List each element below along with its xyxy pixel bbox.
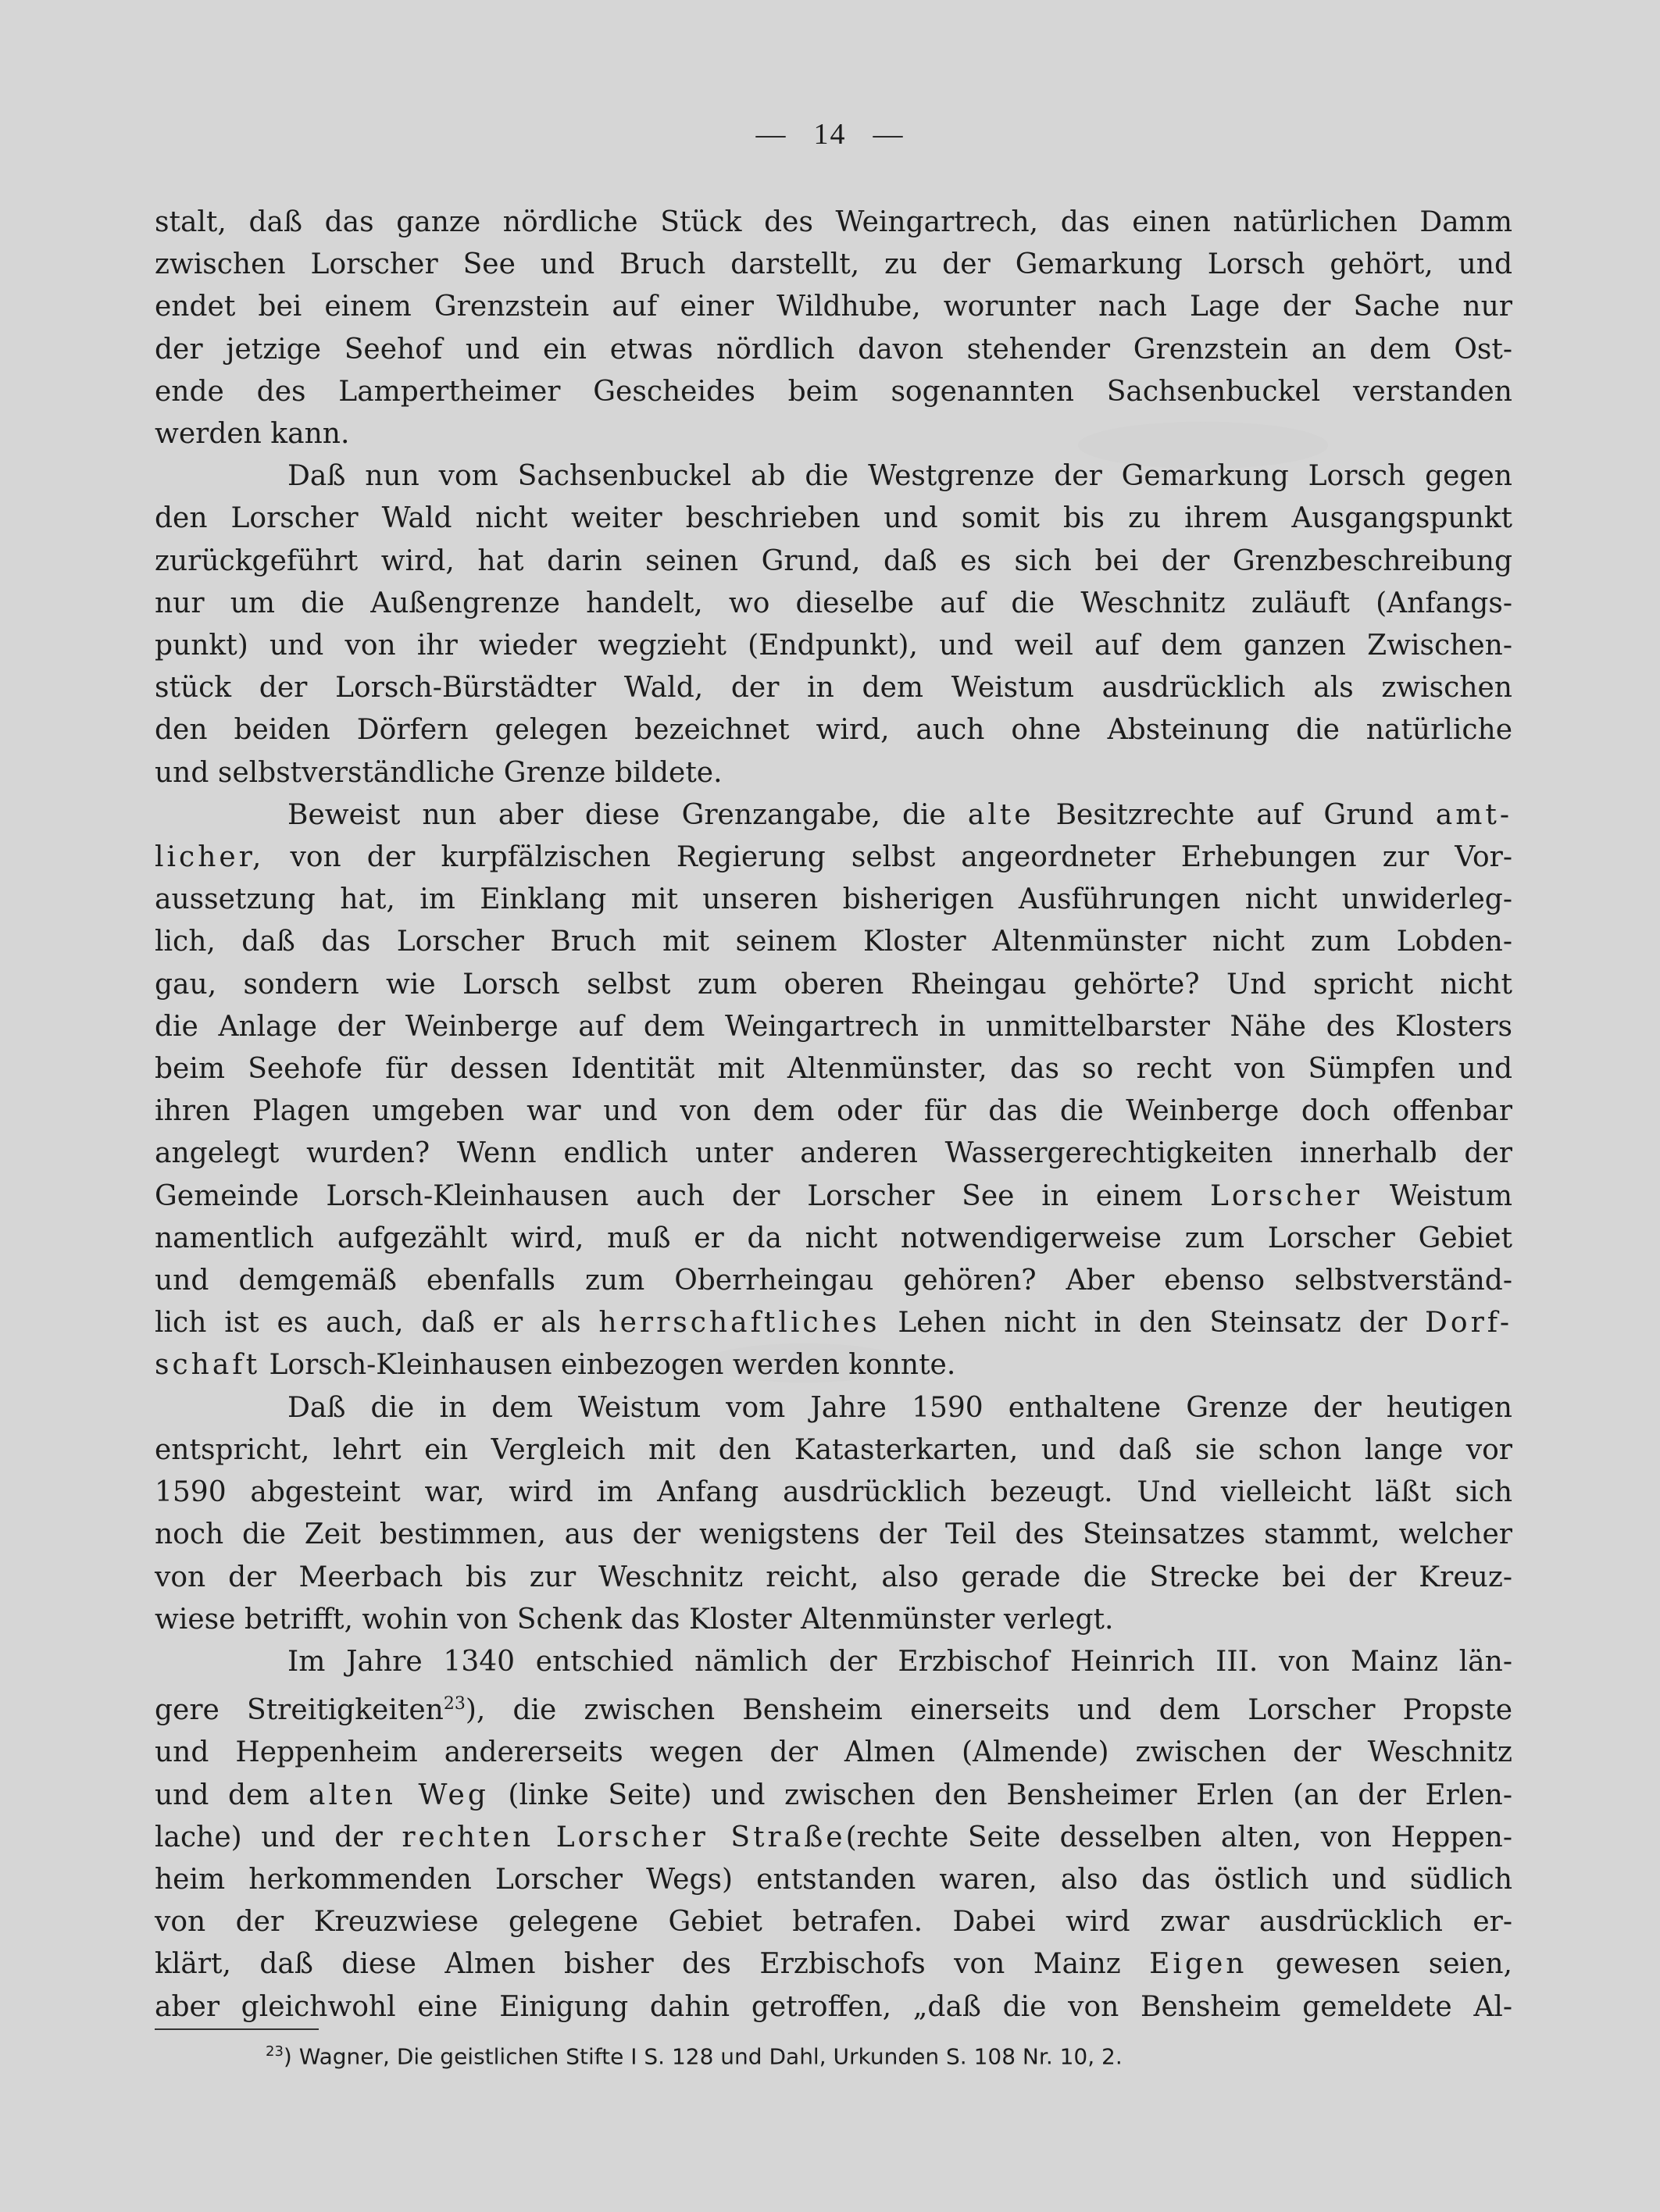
spaced-emphasis: Dorf- bbox=[1425, 1307, 1512, 1340]
text-line bbox=[155, 1943, 1512, 1985]
text-line: beim Seehofe für dessen Identität mit Altenmünster, das so recht von Sümpfen und bbox=[155, 1053, 1512, 1086]
text-line: und demgemäß ebenfalls zum Oberrheingau gehören? Aber ebenso selbstverständ- bbox=[155, 1265, 1512, 1297]
paragraph-3 bbox=[155, 794, 1512, 1387]
spaced-emphasis: schaft bbox=[155, 1349, 261, 1382]
text-run: klärt, daß diese Almen bisher des Erzbischofs von Mainz bbox=[155, 1948, 1150, 1981]
text-line: stück der Lorsch-Bürstädter Wald, der in dem Weistum ausdrücklich als zwischen bbox=[155, 672, 1512, 705]
text-line: den Lorscher Wald nicht weiter beschrieben und somit bis zu ihrem Ausgangspunkt bbox=[155, 502, 1512, 535]
spaced-emphasis: alte bbox=[967, 798, 1034, 831]
text-run: und dem bbox=[155, 1779, 309, 1811]
text-line bbox=[155, 1817, 1512, 1859]
text-line: ihren Plagen umgeben war und von dem oder für das die Weinberge doch offenbar bbox=[155, 1095, 1512, 1128]
text-line bbox=[155, 1302, 1512, 1344]
text-run: lache) und der bbox=[155, 1821, 402, 1853]
text-line: endet bei einem Grenzstein auf einer Wildhube, worunter nach Lage der Sache nur bbox=[155, 291, 1512, 323]
spaced-emphasis: herrschaftliches bbox=[598, 1307, 880, 1340]
body-text bbox=[155, 202, 1512, 2028]
spaced-emphasis: licher, bbox=[155, 841, 265, 874]
text-line: noch die Zeit bestimmen, aus der wenigstens der Teil des Steinsatzes stammt, welcher bbox=[155, 1518, 1512, 1551]
text-line: zurückgeführt wird, hat darin seinen Grund, daß es sich bei der Grenzbeschreibung bbox=[155, 544, 1512, 577]
text-line bbox=[155, 1683, 1512, 1732]
footnote bbox=[266, 2036, 1123, 2072]
text-line: und selbstverständliche Grenze bildete. bbox=[155, 756, 723, 789]
text-line: lich, daß das Lorscher Bruch mit seinem Kloster Altenmünster nicht zum Lobden- bbox=[155, 926, 1512, 958]
page-number-dash-right: — bbox=[873, 118, 905, 151]
spaced-emphasis: alten Weg bbox=[308, 1779, 489, 1811]
footnote-marker: 23 bbox=[266, 2043, 284, 2060]
text-line bbox=[155, 1344, 1512, 1386]
spaced-emphasis: rechten Lorscher Straße bbox=[402, 1821, 846, 1853]
text-line: angelegt wurden? Wenn endlich unter anderen Wassergerechtigkeiten innerhalb der bbox=[155, 1137, 1512, 1170]
page-number-dash-left: — bbox=[755, 118, 787, 151]
text-line: 1590 abgesteint war, wird im Anfang ausdrücklich bezeugt. Und vielleicht läßt sich bbox=[155, 1476, 1512, 1509]
text-line: stalt, daß das ganze nördliche Stück des Weingartrech, das einen natürlichen Damm bbox=[155, 206, 1512, 238]
text-line: entspricht, lehrt ein Vergleich mit den Katasterkarten, und daß sie schon lange vor bbox=[155, 1433, 1512, 1466]
text-run: Lehen nicht in den Steinsatz der bbox=[880, 1307, 1426, 1340]
text-line bbox=[155, 1176, 1512, 1218]
text-run: gewesen seien, bbox=[1247, 1948, 1512, 1981]
footnote-text: ) Wagner, Die geistlichen Stifte I S. 128 und Dahl, Urkunden S. 108 Nr. 10, 2. bbox=[283, 2043, 1123, 2070]
text-run: Weistum bbox=[1362, 1179, 1512, 1212]
text-line: ende des Lampertheimer Gescheides beim sogenannten Sachsenbuckel verstanden bbox=[155, 375, 1512, 408]
text-line: Daß die in dem Weistum vom Jahre 1590 enthaltene Grenze der heutigen bbox=[287, 1391, 1512, 1424]
text-run: Gemeinde Lorsch-Kleinhausen auch der Lorscher See in einem bbox=[155, 1179, 1210, 1212]
text-run: (rechte Seite desselben alten, von Heppen- bbox=[845, 1821, 1512, 1853]
text-run: ), die zwischen Bensheim einerseits und dem Lorscher Propste bbox=[465, 1694, 1513, 1727]
text-line bbox=[155, 1775, 1512, 1817]
text-line: namentlich aufgezählt wird, muß er da nicht notwendigerweise zum Lorscher Gebiet bbox=[155, 1222, 1512, 1254]
text-line: von der Meerbach bis zur Weschnitz reicht, also gerade die Strecke bei der Kreuz- bbox=[155, 1561, 1512, 1593]
text-line bbox=[155, 794, 1512, 837]
text-line bbox=[155, 837, 1512, 879]
text-run: Besitzrechte auf Grund bbox=[1033, 798, 1436, 831]
page-number-value: 14 bbox=[813, 118, 847, 151]
footnote-reference[interactable]: 23 bbox=[443, 1694, 466, 1714]
text-run: (linke Seite) und zwischen den Bensheimer Erlen (an der Erlen- bbox=[488, 1779, 1512, 1811]
text-line: Im Jahre 1340 entschied nämlich der Erzbischof Heinrich III. von Mainz län- bbox=[287, 1645, 1512, 1678]
text-line: Daß nun vom Sachsenbuckel ab die Westgrenze der Gemarkung Lorsch gegen bbox=[287, 460, 1512, 493]
text-line: aussetzung hat, im Einklang mit unseren bisherigen Ausführungen nicht unwiderleg- bbox=[155, 883, 1512, 916]
text-line: zwischen Lorscher See und Bruch darstellt, zu der Gemarkung Lorsch gehört, und bbox=[155, 248, 1512, 281]
text-run: Beweist nun aber diese Grenzangabe, die bbox=[287, 798, 968, 831]
text-line: die Anlage der Weinberge auf dem Weingartrech in unmittelbarster Nähe des Klosters bbox=[155, 1010, 1512, 1043]
spaced-emphasis: Lorscher bbox=[1209, 1179, 1363, 1212]
footnote-divider bbox=[155, 2028, 319, 2030]
text-run: Lorsch-Kleinhausen einbezogen werden konnte. bbox=[260, 1349, 956, 1382]
paragraph-1 bbox=[155, 202, 1512, 455]
text-line: werden kann. bbox=[155, 418, 350, 451]
text-line: von der Kreuzwiese gelegene Gebiet betrafen. Dabei wird zwar ausdrücklich er- bbox=[155, 1906, 1512, 1939]
text-line: gau, sondern wie Lorsch selbst zum oberen Rheingau gehörte? Und spricht nicht bbox=[155, 968, 1512, 1001]
spaced-emphasis: amt- bbox=[1435, 798, 1512, 831]
text-line: und Heppenheim andererseits wegen der Almen (Almende) zwischen der Weschnitz bbox=[155, 1736, 1512, 1769]
text-line: wiese betrifft, wohin von Schenk das Kloster Altenmünster verlegt. bbox=[155, 1603, 1114, 1636]
paragraph-5 bbox=[155, 1641, 1512, 2028]
text-run: von der kurpfälzischen Regierung selbst angeordneter Erhebungen zur Vor- bbox=[264, 841, 1512, 874]
page-number bbox=[0, 117, 1660, 152]
text-line: der jetzige Seehof und ein etwas nördlich davon stehender Grenzstein an dem Ost- bbox=[155, 333, 1512, 366]
spaced-emphasis: Eigen bbox=[1149, 1948, 1248, 1981]
text-line: heim herkommenden Lorscher Wegs) entstanden waren, also das östlich und südlich bbox=[155, 1863, 1512, 1896]
paragraph-4 bbox=[155, 1387, 1512, 1641]
text-line: punkt) und von ihr wieder wegzieht (Endpunkt), und weil auf dem ganzen Zwischen- bbox=[155, 630, 1512, 662]
text-line: aber gleichwohl eine Einigung dahin getroffen, „daß die von Bensheim gemeldete Al- bbox=[155, 1990, 1512, 2023]
paragraph-2 bbox=[155, 455, 1512, 794]
text-line: nur um die Außengrenze handelt, wo dieselbe auf die Weschnitz zuläuft (Anfangs- bbox=[155, 587, 1512, 619]
text-run: gere Streitigkeiten bbox=[155, 1694, 444, 1727]
text-line: den beiden Dörfern gelegen bezeichnet wird, auch ohne Absteinung die natürliche bbox=[155, 714, 1512, 747]
text-run: lich ist es auch, daß er als bbox=[155, 1307, 599, 1340]
